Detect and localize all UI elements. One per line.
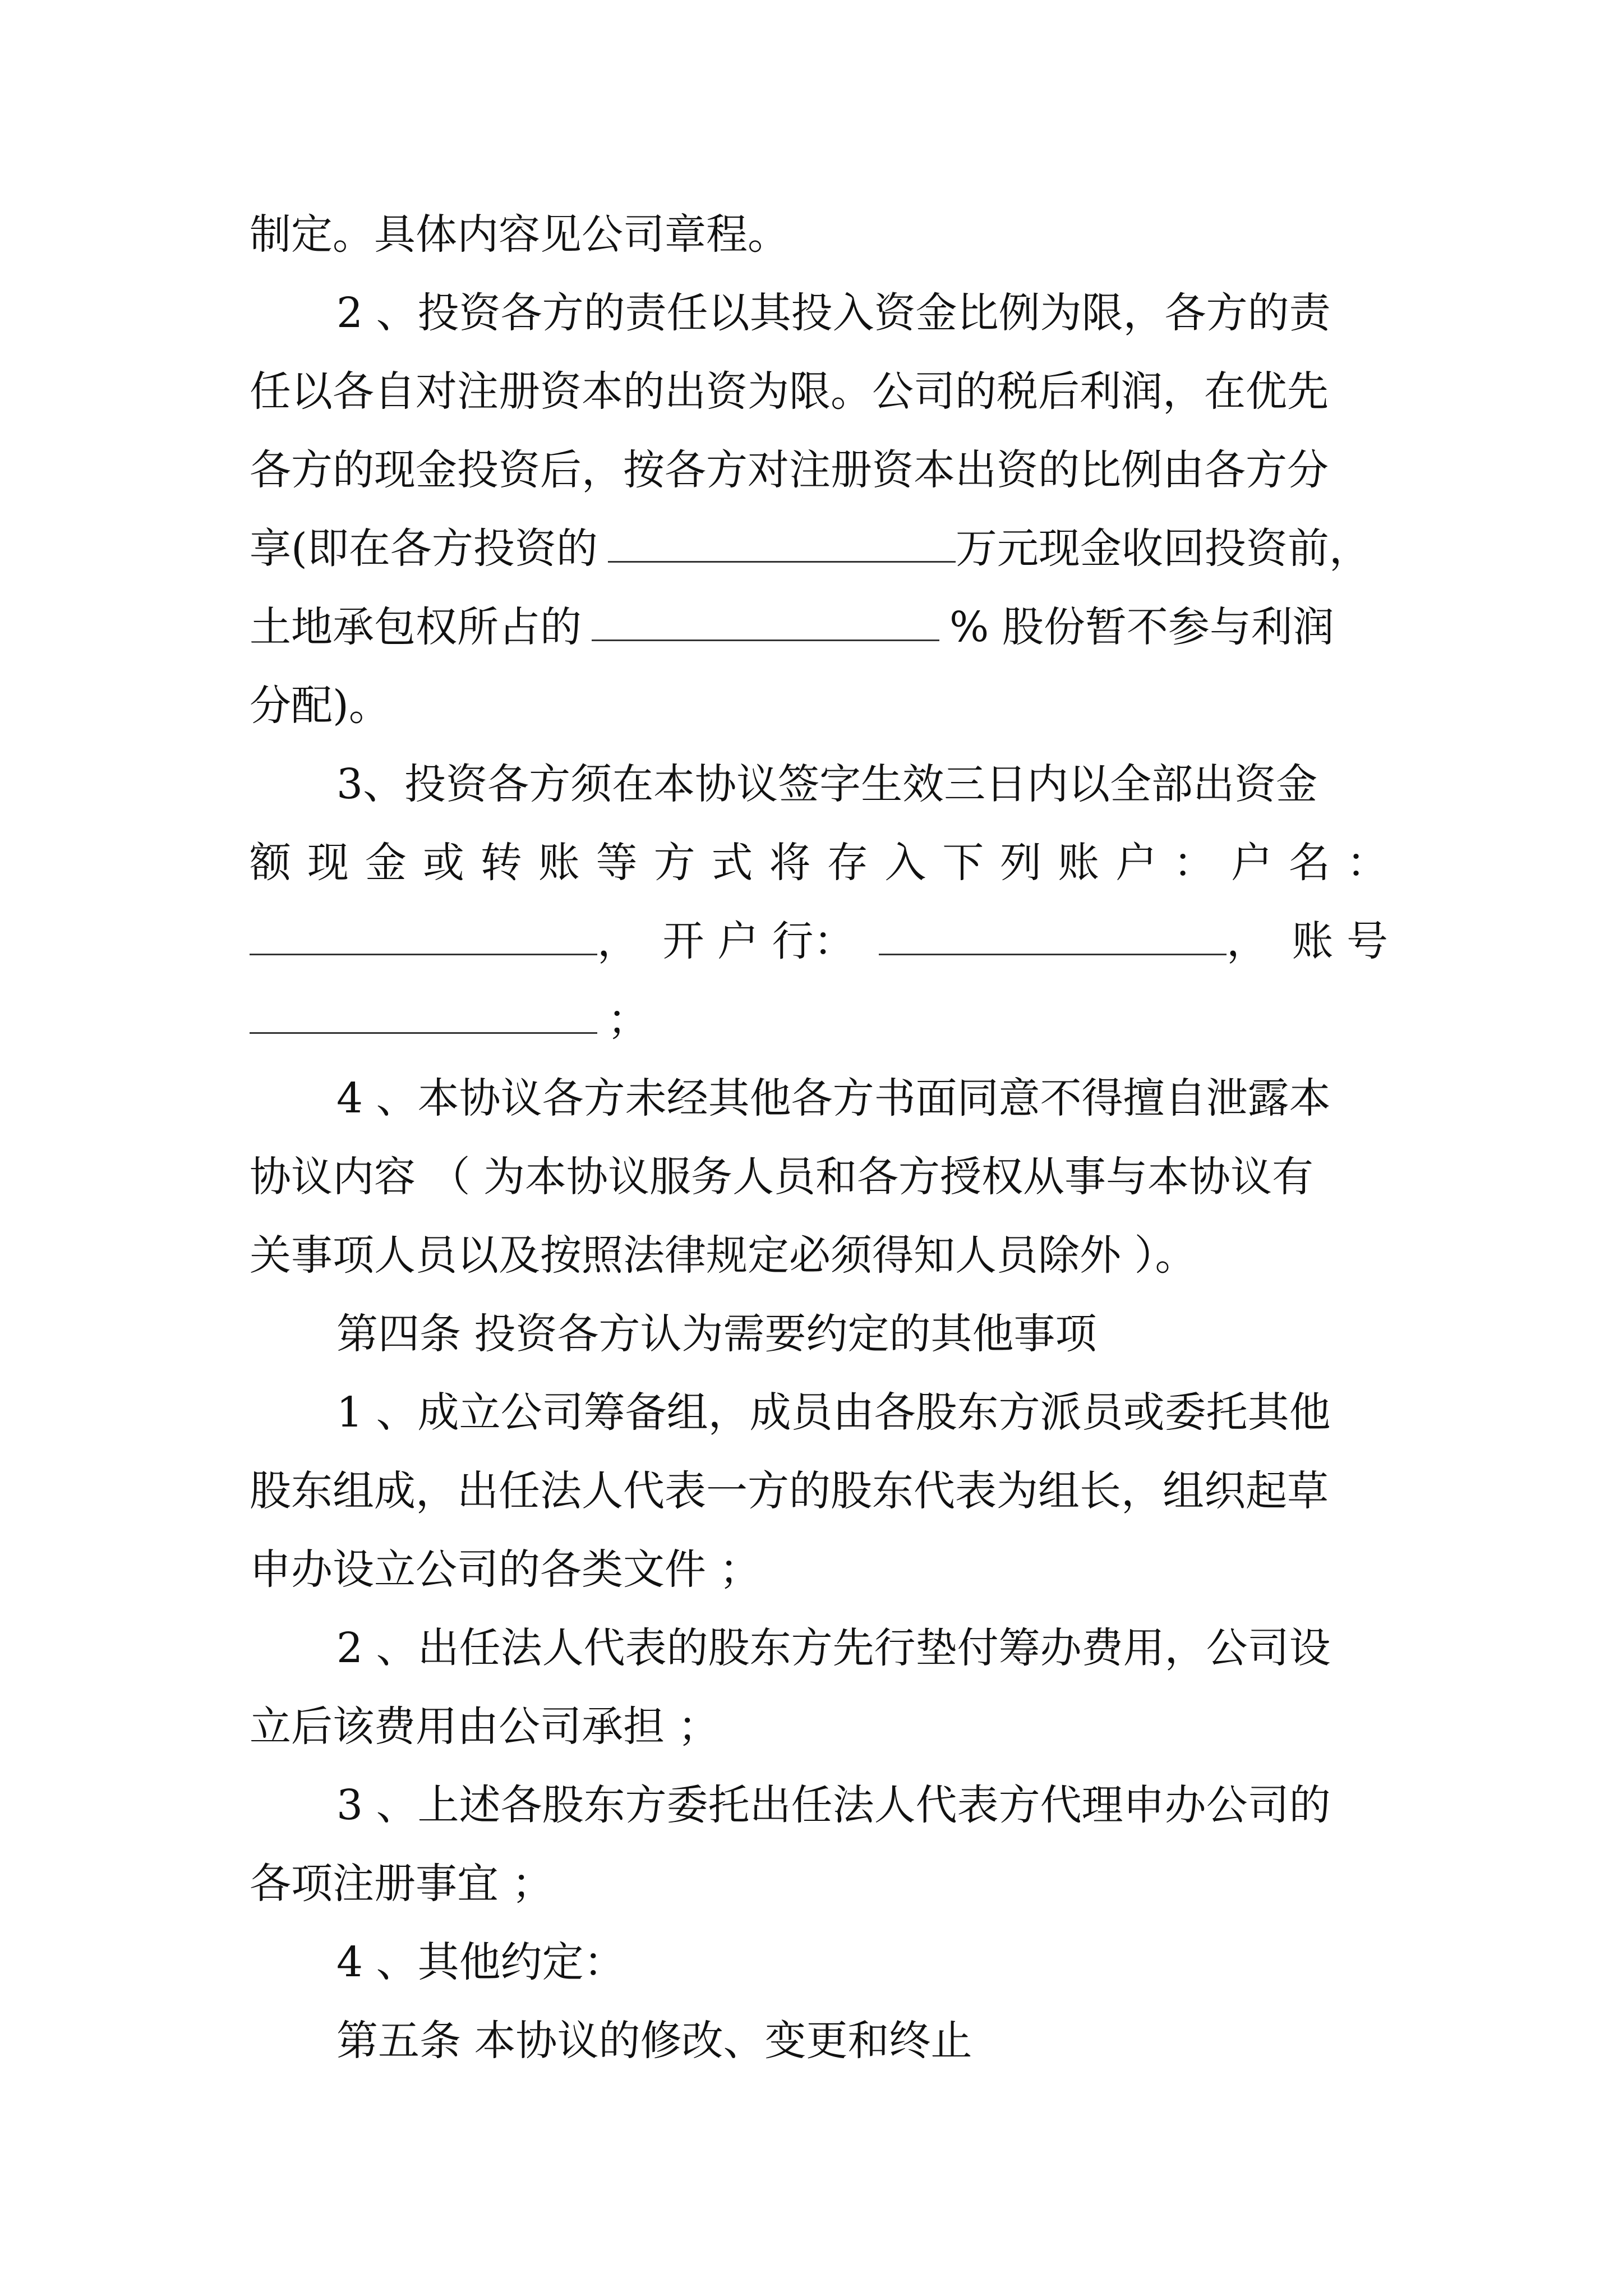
text-line: 制定。具体内容见公司章程。 bbox=[250, 210, 789, 259]
fill-in-blank bbox=[250, 997, 597, 1034]
text-char: 账 bbox=[538, 839, 580, 887]
fill-in-blank bbox=[608, 526, 956, 563]
text-line: 立后该费用由公司承担 ； bbox=[250, 1703, 720, 1751]
text-segment: 账 号 bbox=[1292, 917, 1388, 965]
text-segment: 开 户 行： bbox=[662, 917, 855, 965]
text-line: 4 、其他约定： bbox=[336, 1938, 625, 1986]
article-heading: 第五条 本协议的修改、变更和终止 bbox=[336, 2017, 972, 2065]
article-heading: 第四条 投资各方认为需要约定的其他事项 bbox=[336, 1310, 1097, 1358]
text-line: 股东组成，出任法人代表一方的股东代表为组长，组织起草 bbox=[250, 1467, 1329, 1515]
text-char: 户 bbox=[1115, 839, 1158, 887]
text-segment: 万元现金收回投资前， bbox=[955, 524, 1371, 573]
text-segment: ， bbox=[597, 917, 639, 965]
text-char: 户 bbox=[1230, 839, 1272, 887]
text-line bbox=[250, 992, 1388, 1048]
text-line: 任以各自对注册资本的出资为限。公司的税后利润，在优先 bbox=[250, 367, 1329, 416]
text-segment: ， bbox=[1226, 917, 1268, 965]
text-char: 名 bbox=[1288, 839, 1330, 887]
text-line bbox=[250, 521, 1388, 577]
text-char: 转 bbox=[480, 839, 522, 887]
text-line: 各方的现金投资后，按各方对注册资本出资的比例由各方分 bbox=[250, 446, 1329, 494]
text-char: 列 bbox=[1000, 839, 1042, 887]
text-char: 存 bbox=[827, 839, 869, 887]
text-line: 3 、上述各股东方委托出任法人代表方代理申办公司的 bbox=[336, 1781, 1331, 1829]
text-char: 方 bbox=[653, 839, 695, 887]
text-line-justified bbox=[250, 835, 1388, 891]
text-char: ： bbox=[1346, 839, 1388, 887]
text-char: 额 bbox=[250, 839, 291, 887]
fill-in-blank bbox=[592, 605, 939, 641]
text-line: 3、投资各方须在本协议签字生效三日内以全部出资金 bbox=[336, 760, 1318, 808]
text-char: 现 bbox=[307, 839, 349, 887]
fill-in-blank bbox=[879, 919, 1227, 955]
text-char: 等 bbox=[596, 839, 638, 887]
text-line: 2 、投资各方的责任以其投入资金比例为限，各方的责 bbox=[336, 289, 1331, 337]
text-segment: ； bbox=[607, 996, 649, 1044]
text-line: 分配)。 bbox=[250, 682, 390, 730]
text-segment: % 股份暂不参与利润 bbox=[949, 603, 1334, 651]
fill-in-blank bbox=[250, 919, 597, 955]
text-char: 式 bbox=[711, 839, 753, 887]
text-char: 或 bbox=[422, 839, 464, 887]
text-line: 关事项人员以及按照法律规定必须得知人员除外 ）。 bbox=[250, 1231, 1197, 1280]
text-char: 账 bbox=[1058, 839, 1100, 887]
text-line bbox=[250, 599, 1388, 655]
text-line bbox=[250, 913, 1388, 969]
text-char: 将 bbox=[769, 839, 811, 887]
text-line: 2 、出任法人代表的股东方先行垫付筹办费用，公司设 bbox=[336, 1624, 1331, 1672]
text-char: ： bbox=[1173, 839, 1215, 887]
text-char: 金 bbox=[365, 839, 407, 887]
text-line: 申办设立公司的各类文件 ； bbox=[250, 1545, 761, 1594]
text-char: 入 bbox=[884, 839, 926, 887]
text-segment: 享(即在各方投资的 bbox=[250, 524, 598, 573]
text-segment: 土地承包权所占的 bbox=[250, 603, 582, 651]
text-line: 4 、本协议各方未经其他各方书面同意不得擅自泄露本 bbox=[336, 1074, 1331, 1122]
text-line: 各项注册事宜 ； bbox=[250, 1860, 554, 1908]
text-line: 协议内容 （ 为本协议服务人员和各方授权从事与本协议有 bbox=[250, 1153, 1314, 1201]
text-line: 1 、成立公司筹备组，成员由各股东方派员或委托其他 bbox=[336, 1388, 1331, 1437]
text-char: 下 bbox=[942, 839, 984, 887]
